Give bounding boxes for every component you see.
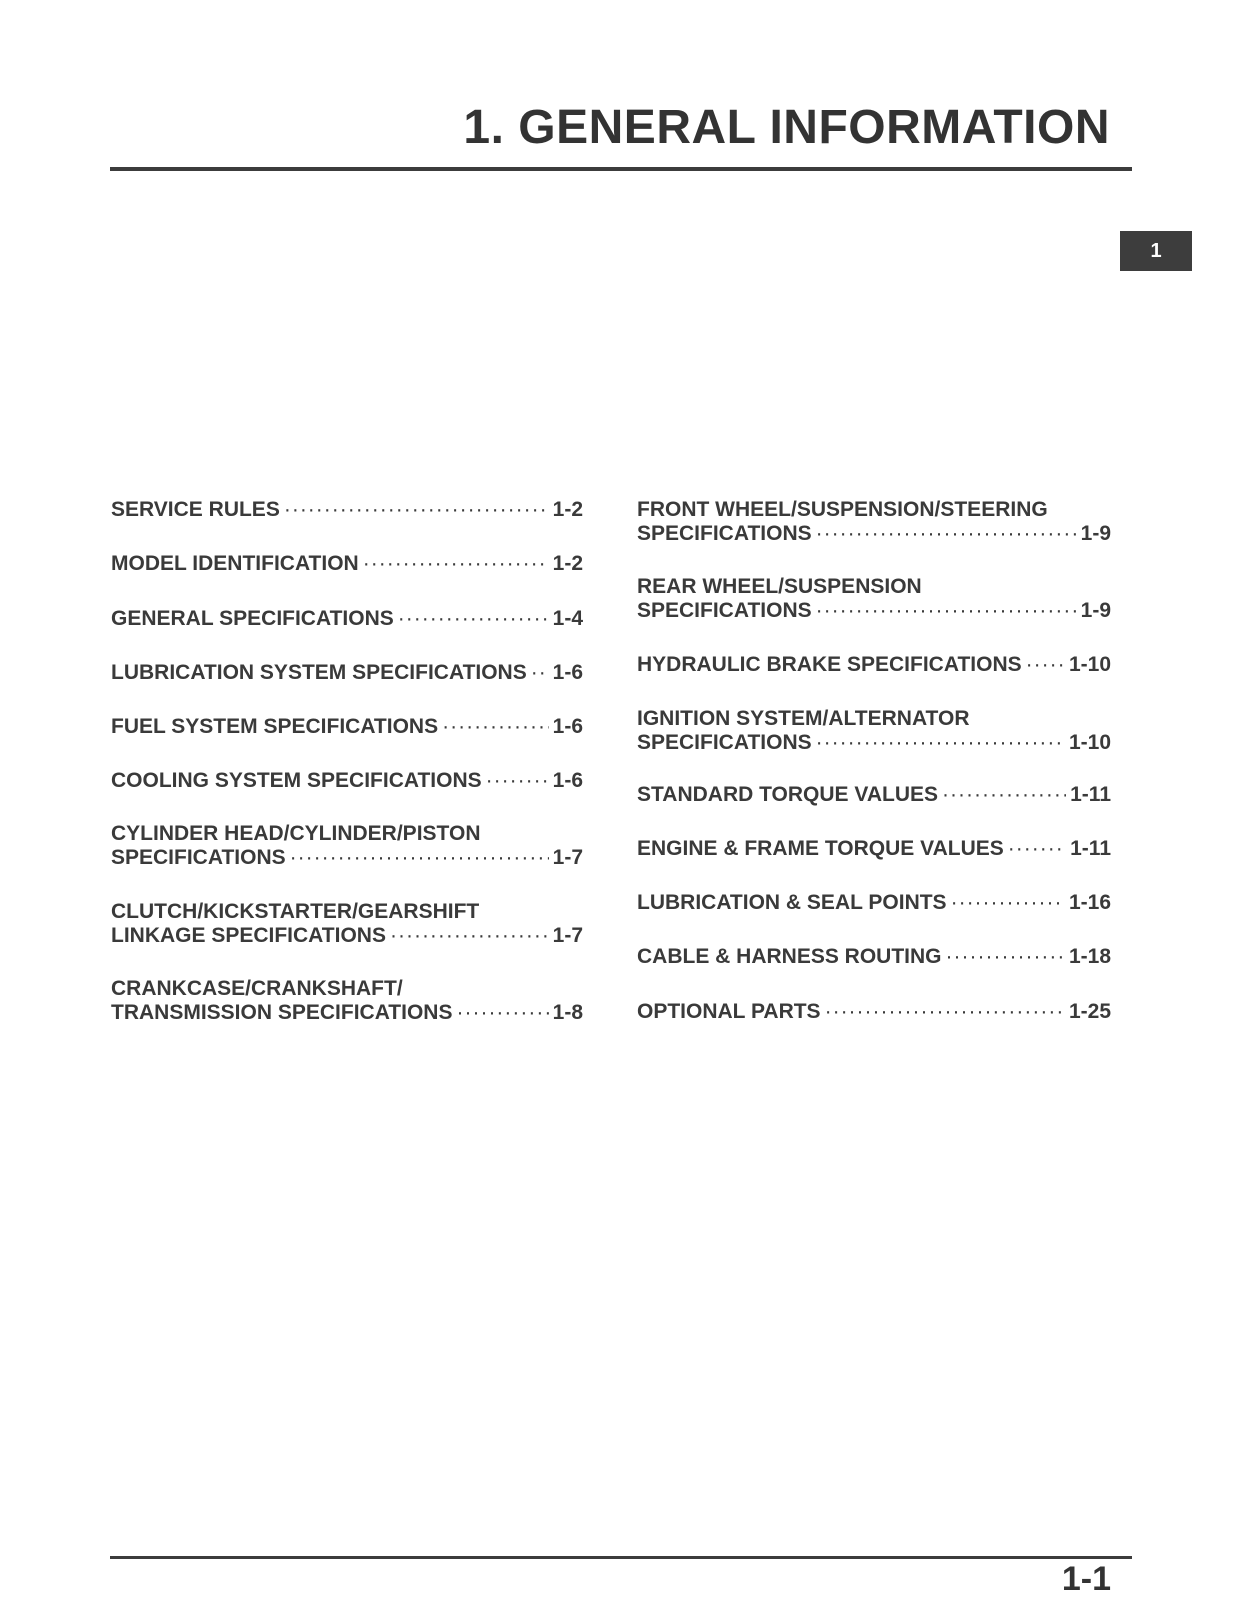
toc-entry-title: MODEL IDENTIFICATION — [111, 552, 359, 575]
title-rule — [110, 167, 1132, 171]
toc-entry[interactable] — [111, 715, 583, 739]
toc-entry[interactable] — [637, 498, 1111, 546]
toc-page-ref: 1-9 — [1080, 522, 1111, 545]
leader-dots — [284, 498, 549, 522]
toc-entry-title: HYDRAULIC BRAKE SPECIFICATIONS — [637, 653, 1022, 676]
toc-entry-title: ENGINE & FRAME TORQUE VALUES — [637, 837, 1004, 860]
toc-entry[interactable] — [111, 498, 583, 522]
leader-dots — [531, 661, 549, 685]
toc-entry-title: OPTIONAL PARTS — [637, 1000, 821, 1023]
toc-entry[interactable] — [111, 977, 583, 1025]
leader-dots — [816, 731, 1065, 755]
toc-entry-title: GENERAL SPECIFICATIONS — [111, 607, 394, 630]
toc-entry-title-cont: SPECIFICATIONS — [637, 522, 812, 545]
leader-dots — [825, 1000, 1065, 1024]
toc-page-ref: 1-4 — [552, 607, 583, 630]
toc-entry[interactable] — [637, 1000, 1111, 1024]
toc-entry[interactable] — [111, 661, 583, 685]
toc-entry[interactable] — [637, 707, 1111, 755]
toc-entry[interactable] — [111, 769, 583, 793]
toc-entry-title: IGNITION SYSTEM/ALTERNATOR — [637, 707, 970, 730]
toc-entry[interactable] — [637, 945, 1111, 969]
toc-page-ref: 1-9 — [1080, 599, 1111, 622]
toc-entry[interactable] — [637, 653, 1111, 677]
toc-entry[interactable] — [111, 552, 583, 576]
toc-entry[interactable] — [637, 837, 1111, 861]
leader-dots — [290, 846, 549, 870]
toc-entry-title: CYLINDER HEAD/CYLINDER/PISTON — [111, 822, 481, 845]
toc-page-ref: 1-10 — [1068, 731, 1111, 754]
toc-page-ref: 1-16 — [1068, 891, 1111, 914]
toc-page-ref: 1-7 — [552, 846, 583, 869]
toc-entry-title: FUEL SYSTEM SPECIFICATIONS — [111, 715, 439, 738]
toc-entry-title-cont: SPECIFICATIONS — [637, 731, 812, 754]
leader-dots — [442, 715, 549, 739]
toc-entry-title: COOLING SYSTEM SPECIFICATIONS — [111, 769, 482, 792]
toc-entry[interactable] — [637, 891, 1111, 915]
leader-dots — [398, 607, 549, 631]
toc-page-ref: 1-18 — [1068, 945, 1111, 968]
toc-entry[interactable] — [111, 900, 583, 948]
toc-page-ref: 1-7 — [552, 924, 583, 947]
toc-entry-title: SERVICE RULES — [111, 498, 280, 521]
toc-entry-title: STANDARD TORQUE VALUES — [637, 783, 939, 806]
leader-dots — [456, 1001, 548, 1025]
toc-entry[interactable] — [637, 783, 1111, 807]
chapter-tab-badge[interactable]: 1 — [1120, 231, 1192, 271]
page-number: 1-1 — [1061, 1560, 1111, 1598]
toc-entry-title-cont: TRANSMISSION SPECIFICATIONS — [111, 1001, 453, 1024]
toc-page-ref: 1-11 — [1070, 837, 1111, 860]
toc-entry[interactable] — [111, 607, 583, 631]
toc-page-ref: 1-6 — [552, 715, 583, 738]
chapter-title: 1. GENERAL INFORMATION — [463, 101, 1110, 154]
leader-dots — [390, 924, 549, 948]
toc-entry-title: CABLE & HARNESS ROUTING — [637, 945, 942, 968]
toc-page-ref: 1-2 — [552, 498, 583, 521]
toc-page-ref: 1-25 — [1068, 1000, 1111, 1023]
leader-dots — [946, 945, 1065, 969]
leader-dots — [942, 783, 1066, 807]
leader-dots — [816, 522, 1077, 546]
toc-entry-title: REAR WHEEL/SUSPENSION — [637, 575, 922, 598]
toc-entry-title: LUBRICATION SYSTEM SPECIFICATIONS — [111, 661, 527, 684]
toc-entry[interactable] — [637, 575, 1111, 623]
toc-entry-title: LUBRICATION & SEAL POINTS — [637, 891, 947, 914]
toc-page-ref: 1-6 — [552, 769, 583, 792]
toc-page-ref: 1-10 — [1068, 653, 1111, 676]
footer-rule — [110, 1556, 1132, 1559]
toc-entry-title: CRANKCASE/CRANKSHAFT/ — [111, 977, 403, 1000]
toc-entry[interactable] — [111, 822, 583, 870]
leader-dots — [951, 891, 1065, 915]
toc-page-ref: 1-2 — [552, 552, 583, 575]
toc-entry-title-cont: SPECIFICATIONS — [637, 599, 812, 622]
leader-dots — [486, 769, 549, 793]
toc-page-ref: 1-8 — [552, 1001, 583, 1024]
toc-entry-title: CLUTCH/KICKSTARTER/GEARSHIFT — [111, 900, 480, 923]
leader-dots — [363, 552, 549, 576]
toc-entry-title: FRONT WHEEL/SUSPENSION/STEERING — [637, 498, 1048, 521]
toc-entry-title-cont: SPECIFICATIONS — [111, 846, 286, 869]
leader-dots — [1008, 837, 1066, 861]
toc-page-ref: 1-6 — [552, 661, 583, 684]
toc-page-ref: 1-11 — [1070, 783, 1111, 806]
leader-dots — [1026, 653, 1065, 677]
leader-dots — [816, 599, 1077, 623]
toc-entry-title-cont: LINKAGE SPECIFICATIONS — [111, 924, 386, 947]
